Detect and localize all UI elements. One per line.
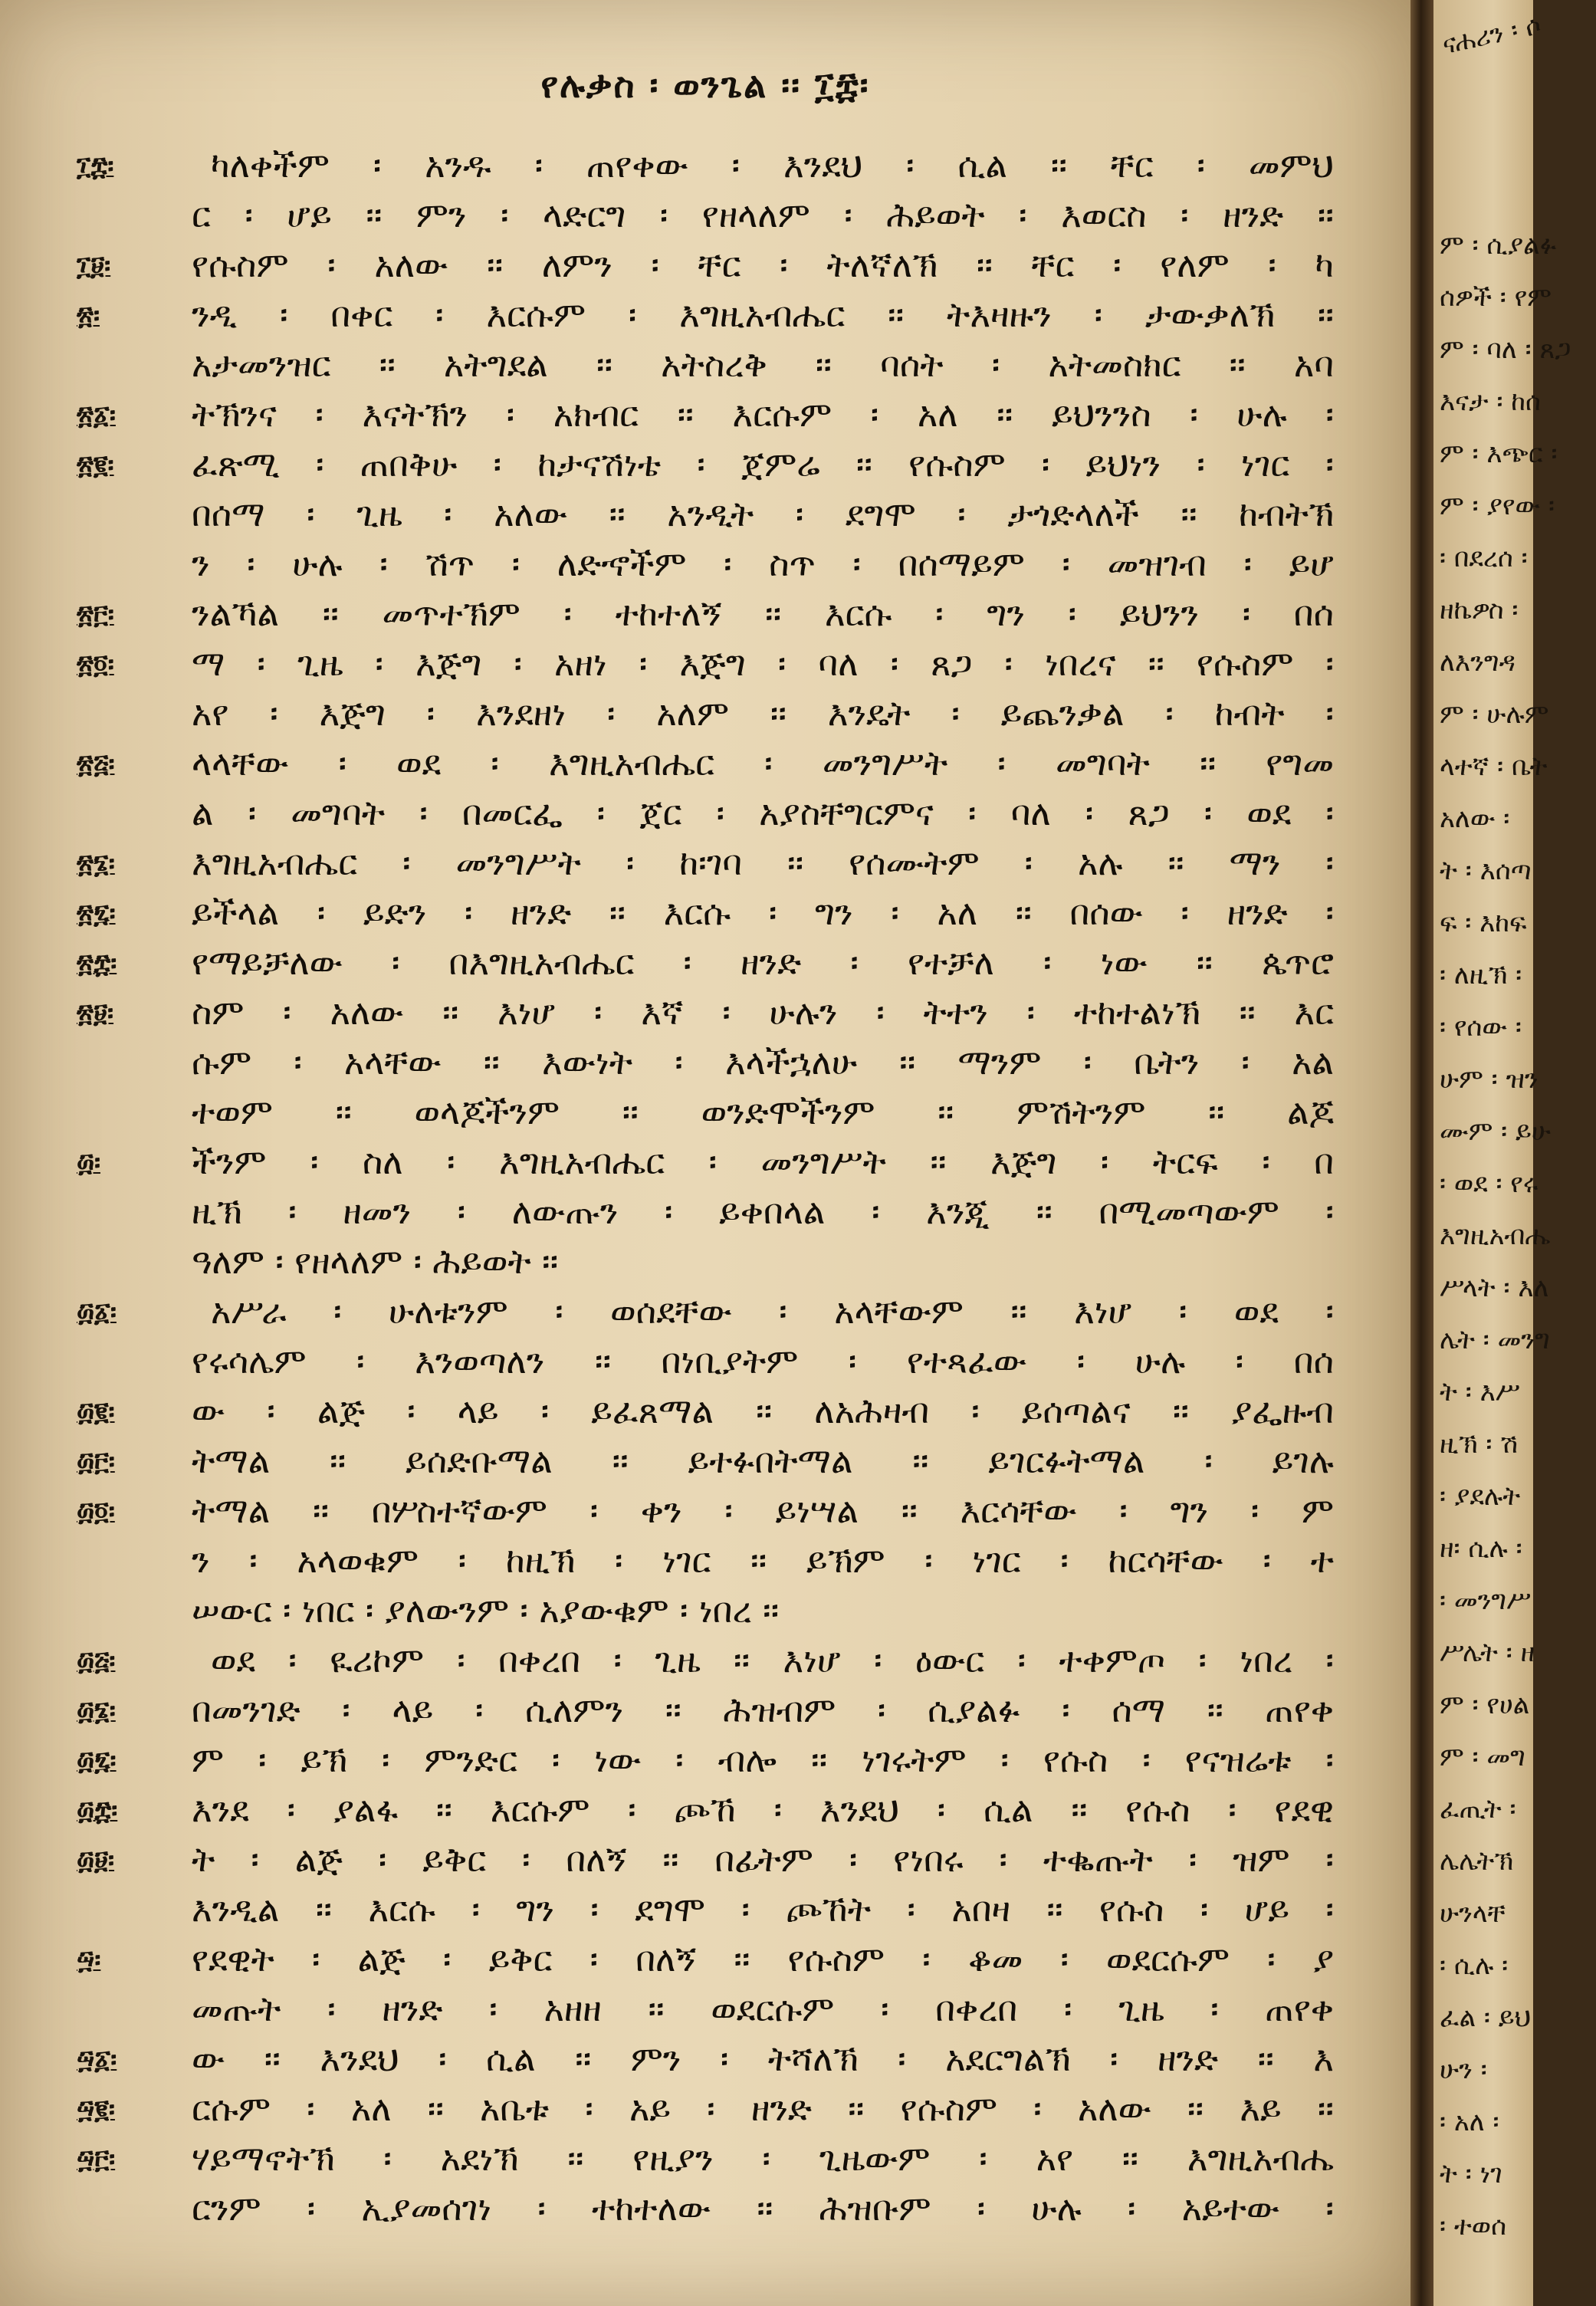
page-header: የሉቃስ ፡ ወንጌል ፡፡ ፲፰፡	[540, 64, 870, 106]
verse-number: ፲፰፡	[77, 151, 114, 182]
facing-line-fragment: ፡ መንግሥ	[1440, 1585, 1532, 1616]
line-text: ርንም ፡ ኢያመሰገነ ፡ ተከተለው ፡፡ ሕዝቡም ፡ ሁሉ ፡ አይተው ፡	[192, 2188, 1334, 2229]
text-line	[0, 790, 1410, 839]
line-text: ችንም ፡ ስለ ፡ እግዚአብሔር ፡ መንግሥት ፡፡ እጅግ ፡ ትርፍ ፡ በ	[192, 1142, 1334, 1182]
facing-line-fragment: ት ፡ ነገ	[1440, 2159, 1502, 2189]
line-text: ር ፡ ሆይ ፡፡ ምን ፡ ላድርግ ፡ የዘላለም ፡ ሕይወት ፡ እወርስ ፡ ዘንድ ፡፡	[192, 195, 1334, 235]
text-line	[0, 2185, 1410, 2235]
text-line	[0, 491, 1410, 540]
line-text: የሩሳሌም ፡ እንወጣለን ፡፡ በነቢያትም ፡ የተጻፈው ፡ ሁሉ ፡ በሰ	[192, 1341, 1334, 1381]
line-text: ም ፡ ይኽ ፡ ምንድር ፡ ነው ፡ ብሎ ፡፡ ነገሩትም ፡ የሱስ ፡ የናዝሬቱ ፡	[192, 1739, 1334, 1780]
line-text: አታመንዝር ፡፡ አትግደል ፡፡ አትስረቅ ፡፡ ባሰት ፡ አትመስክር ፡፡ አባ	[192, 344, 1334, 385]
verse-number: ፵፩፡	[77, 2045, 117, 2075]
facing-line-fragment: እግዚአብሔ	[1440, 1220, 1551, 1251]
facing-line-fragment: ፡ በደረሰ ፡	[1440, 543, 1528, 573]
text-line	[0, 690, 1410, 740]
facing-line-fragment: ም ፡ ሲያልፉ	[1440, 230, 1557, 261]
line-text: ማ ፡ ጊዜ ፡ እጅግ ፡ አዘነ ፡ እጅግ ፡ ባለ ፡ ጸጋ ፡ ነበረና ፡፡ የሱስም ፡	[192, 643, 1334, 684]
text-line	[0, 1637, 1410, 1687]
text-line	[0, 1188, 1410, 1238]
text-line	[0, 1039, 1410, 1089]
line-text: የደዊት ፡ ልጅ ፡ ይቅር ፡ በለኝ ፡፡ የሱስም ፡ ቆመ ፡ ወደርሱም ፡ ያ	[192, 1939, 1334, 1979]
line-text: መጡት ፡ ዘንድ ፡ አዘዘ ፡፡ ወደርሱም ፡ በቀረበ ፡ ጊዜ ፡ ጠየቀ	[192, 1989, 1334, 2029]
verse-number: ፴፭፡	[77, 1646, 116, 1677]
verse-number: ፳፡	[77, 301, 100, 331]
verse-number: ፴፮፡	[77, 1696, 116, 1726]
text-line	[0, 989, 1410, 1039]
verse-number: ፴፯፡	[77, 1746, 117, 1776]
text-line	[0, 1089, 1410, 1138]
text-line	[0, 889, 1410, 939]
facing-line-fragment: ሌት ፡ መንግ	[1440, 1325, 1550, 1355]
facing-line-fragment: ሰዎች ፡ የም	[1440, 282, 1552, 313]
facing-line-fragment: ፈጢት ፡	[1440, 1794, 1516, 1825]
text-line	[0, 839, 1410, 889]
line-text: እንደ ፡ ያልፋ ፡፡ እርሱም ፡ ጮኸ ፡ እንደህ ፡ ሲል ፡፡ የሱስ ፡ የደዊ	[192, 1789, 1334, 1830]
facing-line-fragment: ለእንግዳ	[1440, 647, 1516, 678]
text-line	[0, 1338, 1410, 1388]
text-line	[0, 291, 1410, 341]
facing-line-fragment: ፈል ፡ ይህ	[1440, 2002, 1532, 2033]
text-line	[0, 1736, 1410, 1786]
line-text: ንልኻል ፡፡ መጥተኽም ፡ ተከተለኝ ፡፡ እርሱ ፡ ግን ፡ ይህንን ፡ በሰ	[192, 593, 1334, 634]
verse-number: ፳፫፡	[77, 599, 114, 630]
text-line	[0, 192, 1410, 241]
facing-line-fragment: ፡ ለዚኽ ፡	[1440, 960, 1522, 990]
facing-page-fragment	[1433, 0, 1571, 2306]
line-text: ስም ፡ አለው ፡፡ እነሆ ፡ እኛ ፡ ሁሉን ፡ ትተን ፡ ተከተልነኽ ፡፡ እር	[192, 992, 1334, 1033]
text-line	[0, 142, 1410, 192]
verse-number: ፳፭፡	[77, 749, 115, 780]
facing-line-fragment: ፡ የሰው ፡	[1440, 1012, 1522, 1043]
line-text: ዚኽ ፡ ዘመን ፡ ለውጡን ፡ ይቀበላል ፡ እንጂ ፡፡ በሚመጣውም ፡	[192, 1191, 1334, 1232]
line-text: ው ፡፡ እንደህ ፡ ሲል ፡፡ ምን ፡ ትሻለኽ ፡ አደርግልኽ ፡ ዘንድ ፡፡ እ	[192, 2038, 1334, 2079]
text-line	[0, 1138, 1410, 1188]
line-text: ው ፡ ልጅ ፡ ላይ ፡ ይፈጸማል ፡፡ ለአሕዛብ ፡ ይሰጣልና ፡፡ ያፌዙብ	[192, 1391, 1334, 1431]
text-line	[0, 341, 1410, 391]
verse-number: ፵፡	[77, 1945, 101, 1976]
facing-line-fragment: ሁን ፡	[1440, 2055, 1487, 2085]
facing-line-fragment: ዚኽ ፡ ሽ	[1440, 1429, 1519, 1460]
line-text: እግዚአብሔር ፡ መንግሥት ፡ ከ፡ገባ ፡፡ የሰሙትም ፡ አሉ ፡፡ ማን ፡	[192, 843, 1334, 883]
facing-line-fragment: ሙም ፡ ይሁ	[1440, 1116, 1551, 1147]
facing-line-fragment: ናሐሪን ፡ ሶ	[1440, 9, 1544, 61]
line-text: ተወም ፡፡ ወላጆችንም ፡፡ ወንድሞችንም ፡፡ ምሽትንም ፡፡ ልጆ	[192, 1092, 1334, 1132]
line-text: ን ፡ ሁሉ ፡ ሽጥ ፡ ለድኆችም ፡ ስጥ ፡ በሰማይም ፡ መዝገብ ፡ ይሆ	[192, 544, 1334, 584]
verse-number: ፳፱፡	[77, 998, 114, 1029]
text-line	[0, 1936, 1410, 1986]
text-line	[0, 1986, 1410, 2035]
verse-number: ፴፩፡	[77, 1297, 117, 1328]
verse-number: ፲፱፡	[77, 251, 111, 281]
text-line	[0, 2135, 1410, 2185]
text-line	[0, 441, 1410, 491]
text-line	[0, 1587, 1410, 1637]
line-text: በሰማ ፡ ጊዜ ፡ አለው ፡፡ አንዲት ፡ ደግሞ ፡ ታጎድላለች ፡፡ ከብትኽ	[192, 494, 1334, 534]
line-text: ፈጽሚ ፡ ጠበቅሁ ፡ ከታናሽነቴ ፡ ጀምሬ ፡፡ የሱስም ፡ ይህነን ፡ ነገር ፡	[192, 444, 1334, 485]
line-text: ርሱም ፡ አለ ፡፡ አቤቱ ፡ አይ ፡ ዘንድ ፡፡ የሱስም ፡ አለው ፡፡ እይ ፡፡	[192, 2088, 1334, 2129]
line-text: ይችላል ፡ ይድን ፡ ዘንድ ፡፡ እርሱ ፡ ግን ፡ አለ ፡፡ በሰው ፡ ዘንድ ፡	[192, 892, 1334, 933]
verse-number: ፳፩፡	[77, 400, 116, 431]
facing-line-fragment: አለው ፡	[1440, 803, 1510, 834]
line-text: እንዲል ፡፡ እርሱ ፡ ግን ፡ ደግሞ ፡ ጮኸት ፡ አበዛ ፡፡ የሱስ ፡ ሆይ ፡	[192, 1889, 1334, 1930]
facing-line-fragment: ፡ ወደ ፡ የሩ	[1440, 1168, 1539, 1199]
text-line	[0, 590, 1410, 640]
text-line	[0, 640, 1410, 690]
text-line	[0, 1886, 1410, 1936]
facing-line-fragment: ም ፡ ባለ ፡ ጸጋ	[1440, 334, 1571, 365]
facing-line-fragment: ዘ፡ ሲሉ ፡	[1440, 1533, 1522, 1564]
facing-line-fragment: ፍ ፡ እከፍ	[1440, 908, 1527, 938]
text-line	[0, 1537, 1410, 1587]
facing-line-fragment: ም ፡ ሁሉም	[1440, 699, 1549, 730]
verse-number: ፴፫፡	[77, 1447, 115, 1477]
text-line	[0, 1437, 1410, 1487]
verse-number: ፴፬፡	[77, 1496, 115, 1527]
facing-line-fragment: ፡ ያደሉት	[1440, 1481, 1521, 1512]
text-line	[0, 241, 1410, 291]
line-text: ሃይማኖትኽ ፡ አደነኽ ፡፡ የዚያን ፡ ጊዜውም ፡ አየ ፡፡ እግዚአብሔ	[192, 2138, 1334, 2179]
book-gutter	[1410, 0, 1433, 2306]
text-line	[0, 391, 1410, 441]
text-line	[0, 1786, 1410, 1836]
line-text: ካለቀችም ፡ አንዱ ፡ ጠየቀው ፡ እንደህ ፡ ሲል ፡፡ ቸር ፡ መምህ	[211, 145, 1334, 186]
verse-number: ፳፬፡	[77, 649, 114, 680]
facing-line-fragment: ሁንላቸ	[1440, 1898, 1506, 1929]
facing-line-fragment: ሥሌት ፡ ዘ	[1440, 1638, 1535, 1668]
text-line	[0, 2085, 1410, 2135]
facing-line-fragment: ም ፡ ያየው ፡	[1440, 491, 1555, 521]
facing-line-fragment: ፡ አለ ፡	[1440, 2107, 1499, 2137]
line-text: ንዲ ፡ በቀር ፡ እርሱም ፡ እግዚአብሔር ፡፡ ትእዛዙን ፡ ታውቃለኽ ፡፡	[192, 294, 1334, 335]
verse-number: ፴፪፡	[77, 1397, 115, 1427]
verse-number: ፵፫፡	[77, 2144, 116, 2175]
facing-line-fragment: እናታ ፡ ከሰ	[1440, 386, 1542, 417]
line-text: አሥራ ፡ ሁለቱንም ፡ ወሰደቸው ፡ አላቸውም ፡፡ እነሆ ፡ ወደ ፡	[211, 1291, 1334, 1332]
facing-line-fragment: ም ፡ እጭር ፡	[1440, 439, 1558, 469]
verse-number: ፳፪፡	[77, 450, 114, 481]
verse-number: ፴፰፡	[77, 1795, 118, 1826]
facing-line-fragment: ፡ ሲሉ ፡	[1440, 1950, 1509, 1981]
text-line	[0, 939, 1410, 989]
text-line	[0, 540, 1410, 590]
facing-line-fragment: ሌሌትኽ	[1440, 1846, 1514, 1877]
verse-number: ፳፯፡	[77, 898, 116, 929]
line-text: ትማል ፡፡ በሦስተኛውም ፡ ቀን ፡ ይነሣል ፡፡ እርሳቸው ፡ ግን ፡ ም	[192, 1490, 1334, 1531]
line-text: ል ፡ መግባት ፡ በመርፌ ፡ ጀር ፡ አያስቸግርምና ፡ ባለ ፡ ጸጋ ፡ ወደ ፡	[192, 793, 1334, 833]
line-text: በመንገድ ፡ ላይ ፡ ሲለምን ፡፡ ሕዝብም ፡ ሲያልፉ ፡ ሰማ ፡፡ ጠየቀ	[192, 1690, 1334, 1730]
facing-line-fragment: ም ፡ መግ	[1440, 1742, 1525, 1772]
line-text: የሱስም ፡ አለው ፡፡ ለምን ፡ ቸር ፡ ትለኛለኽ ፡፡ ቸር ፡ የለም ፡ ካ	[192, 245, 1334, 285]
facing-line-fragment: ት ፡ እሰጣ	[1440, 856, 1532, 886]
text-line	[0, 1687, 1410, 1736]
line-text: ትኽንና ፡ እናትኽን ፡ አክብር ፡፡ እርሱም ፡ አለ ፡፡ ይህንንስ ፡ ሁሉ ፡	[192, 394, 1334, 435]
verse-number: ፳፮፡	[77, 849, 115, 879]
verse-number: ፳፰፡	[77, 948, 117, 979]
verse-number: ፴፱፡	[77, 1845, 115, 1876]
line-text: ትማል ፡፡ ይሰድቡማል ፡፡ ይተፉበትማል ፡፡ ይገርፉትማል ፡ ይገሉ	[192, 1440, 1334, 1481]
line-text: ን ፡ አላወቁም ፡ ከዚኽ ፡ ነገር ፡፡ ይኽም ፡ ነገር ፡ ከርሳቸው ፡ ተ	[192, 1540, 1334, 1581]
facing-line-fragment: ላተኛ ፡ ቤት	[1440, 751, 1548, 782]
text-line	[0, 1288, 1410, 1338]
text-line	[0, 1388, 1410, 1437]
line-text: ሠውር ፡ ነበር ፡ ያለውንም ፡ አያውቁም ፡ ነበረ ፡፡	[192, 1590, 780, 1631]
verse-number: ፴፡	[77, 1148, 100, 1178]
text-line	[0, 2035, 1410, 2085]
line-text: አየ ፡ እጅግ ፡ እንደዘነ ፡ አለም ፡፡ እንዴት ፡ ይጨንቃል ፡ ከብት ፡	[192, 693, 1334, 734]
text-body	[0, 142, 1410, 2235]
text-line	[0, 1238, 1410, 1288]
text-line	[0, 740, 1410, 790]
text-line	[0, 1836, 1410, 1886]
facing-line-fragment: ዘኬዎስ ፡	[1440, 595, 1519, 626]
facing-line-fragment: ት ፡ እሥ	[1440, 1377, 1521, 1408]
facing-line-fragment: ሁም ፡ ዝን	[1440, 1064, 1539, 1095]
text-line	[0, 1487, 1410, 1537]
verse-number: ፵፪፡	[77, 2094, 115, 2125]
facing-line-fragment: ፡ ተወሰ	[1440, 2211, 1507, 2242]
facing-line-fragment: ም ፡ የሀል	[1440, 1690, 1530, 1720]
line-text: ት ፡ ልጅ ፡ ይቅር ፡ በለኝ ፡፡ በፊትም ፡ የነበሩ ፡ ተቈጡት ፡ ዝም ፡	[192, 1839, 1334, 1880]
line-text: የማይቻለው ፡ በእግዚአብሔር ፡ ዘንድ ፡ የተቻለ ፡ ነው ፡፡ ጴጥሮ	[192, 942, 1334, 983]
line-text: ዓለም ፡ የዘላለም ፡ ሕይወት ፡፡	[192, 1241, 559, 1282]
line-text: ወደ ፡ ዪሪኮም ፡ በቀረበ ፡ ጊዜ ፡፡ እነሆ ፡ ዕውር ፡ ተቀምጦ ፡ ነበረ ፡	[211, 1640, 1334, 1680]
line-text: ሱም ፡ አላቸው ፡፡ እውነት ፡ እላችኋለሁ ፡፡ ማንም ፡ ቤትን ፡ አል	[192, 1042, 1334, 1082]
facing-line-fragment: ሥላት ፡ እለ	[1440, 1273, 1549, 1303]
line-text: ላላቸው ፡ ወደ ፡ እግዚአብሔር ፡ መንግሥት ፡ መግባት ፡፡ የግመ	[192, 743, 1334, 783]
